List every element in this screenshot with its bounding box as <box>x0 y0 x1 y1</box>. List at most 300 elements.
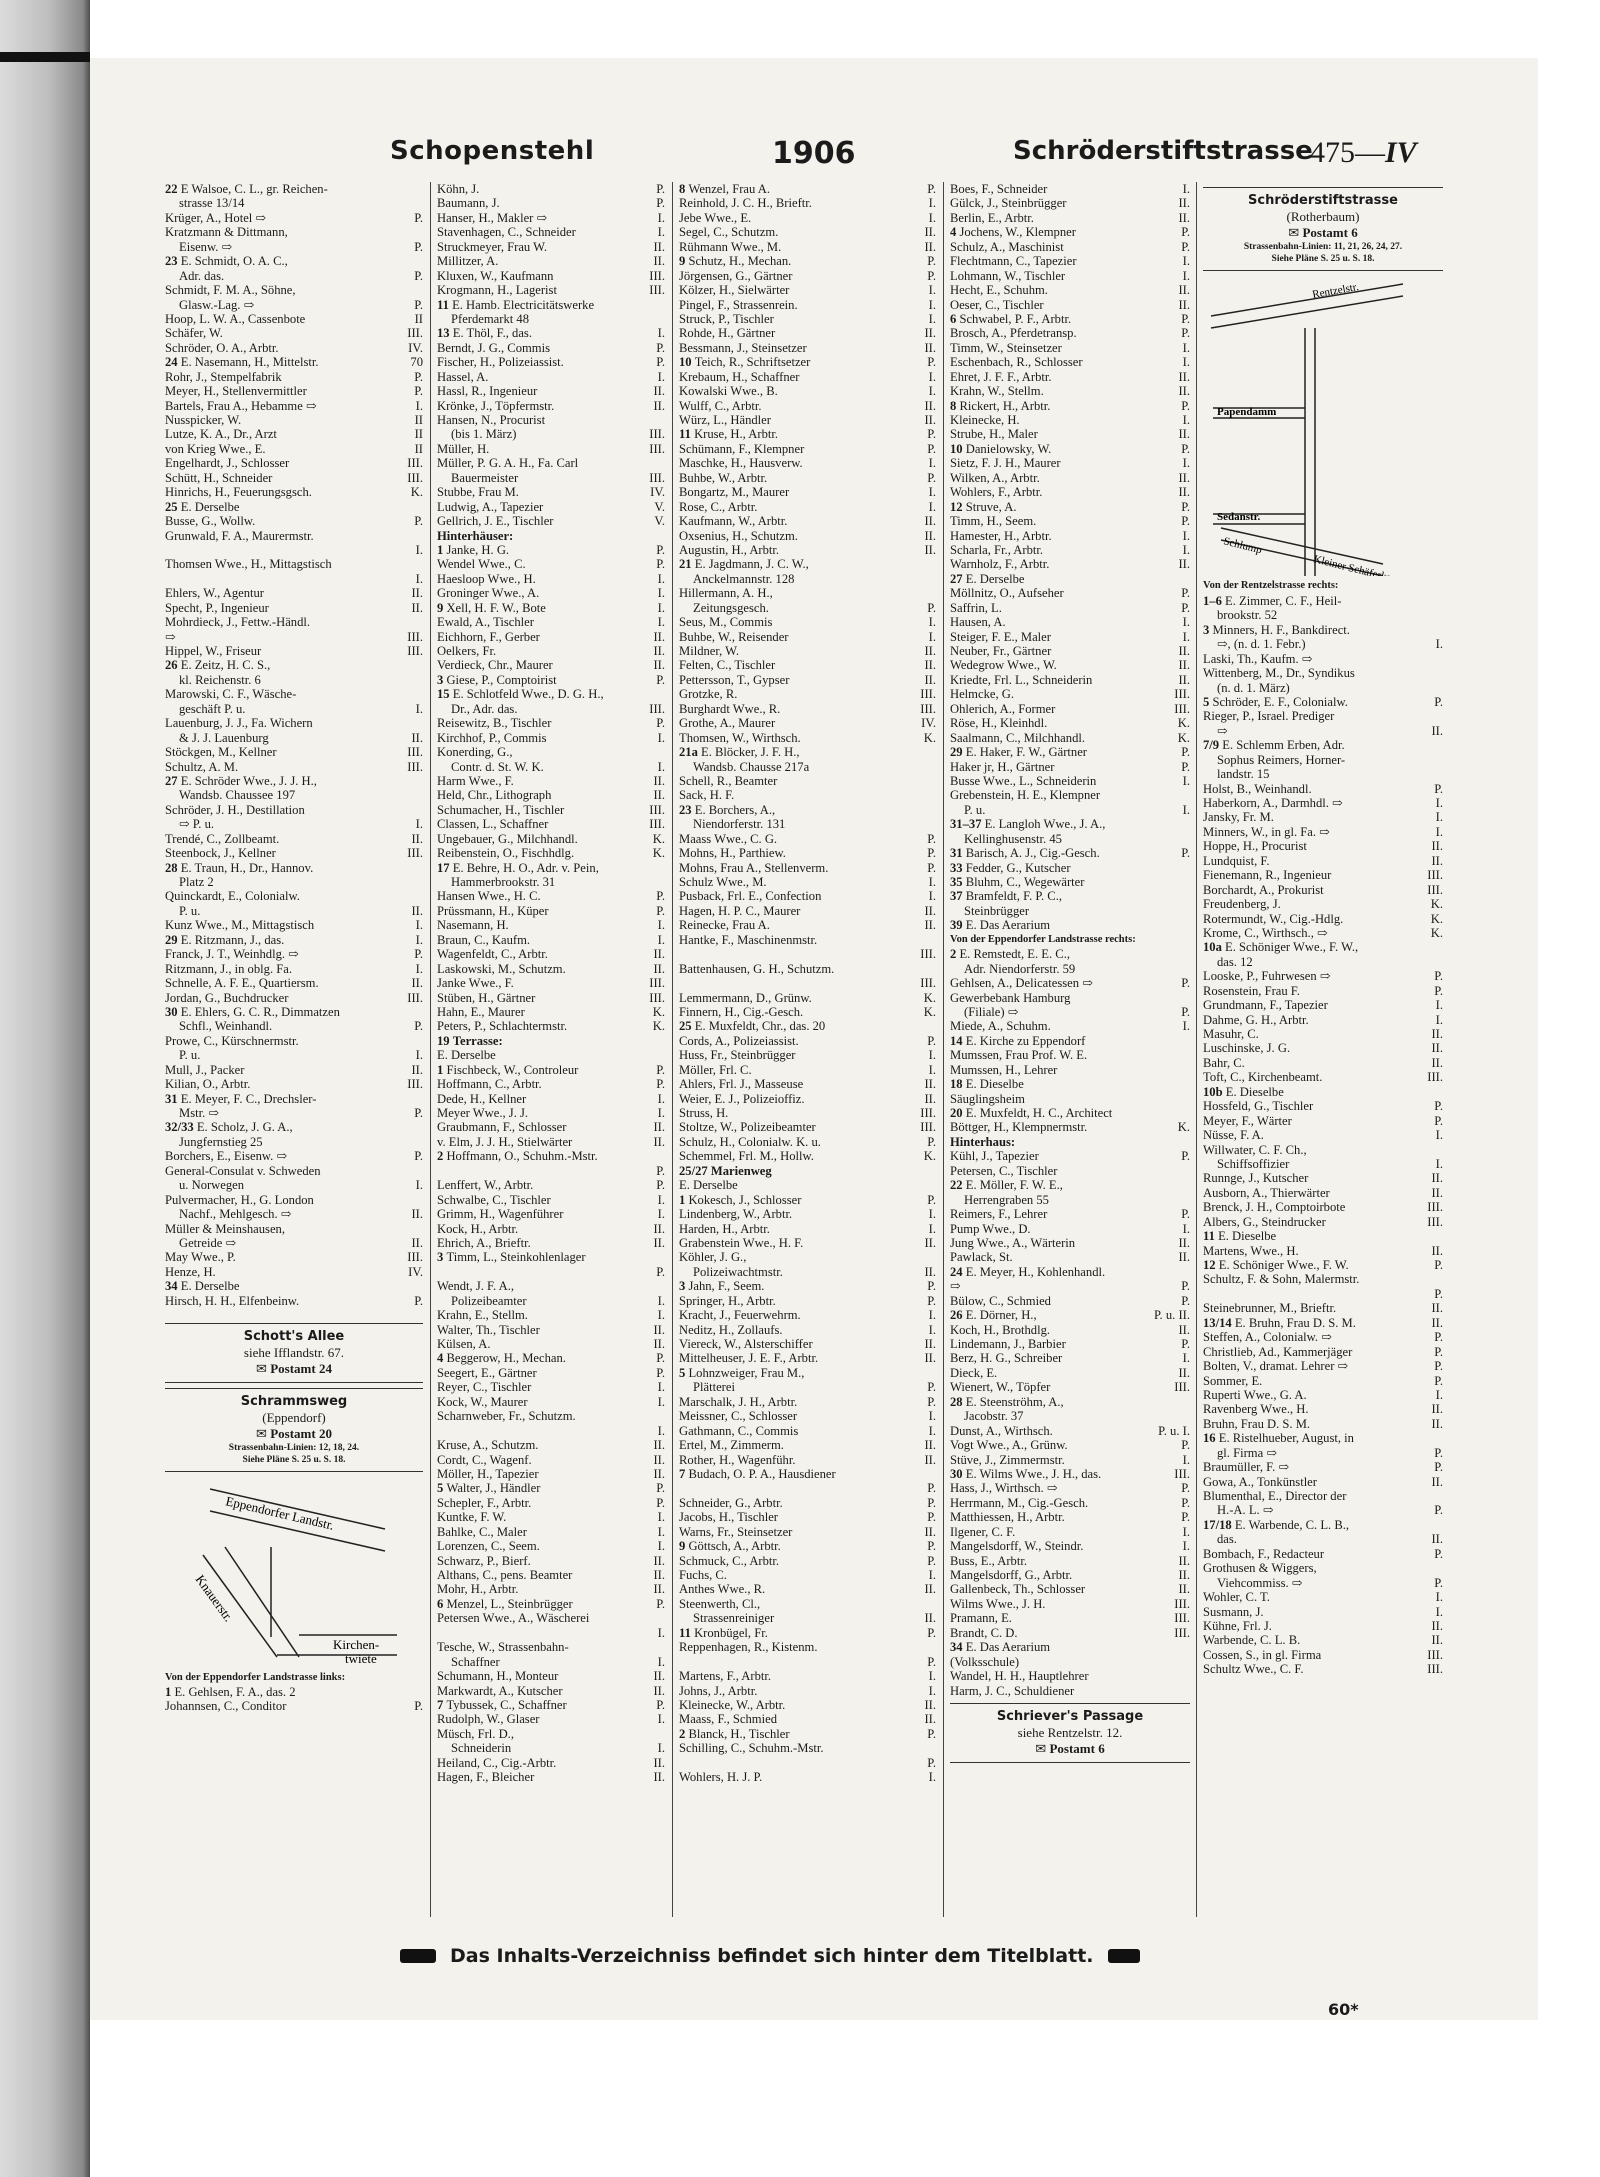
directory-entry <box>1203 1200 1443 1214</box>
street-subtitle: (Rotherbaum) <box>1286 209 1360 224</box>
directory-entry <box>950 1351 1190 1365</box>
directory-entry <box>950 1453 1190 1467</box>
entry-text: Ehrich, A., Brieftr. <box>437 1235 531 1250</box>
entry-text: Kock, W., Maurer <box>437 1394 528 1409</box>
floor-marker: II. <box>924 1697 936 1712</box>
directory-entry <box>165 889 423 903</box>
floor-marker: III. <box>649 470 665 485</box>
entry-text: Gowa, A., Tonkünstler <box>1203 1474 1317 1489</box>
entry-text: E. Zimmer, C. F., Heil- <box>1225 593 1342 608</box>
floor-marker: II. <box>653 629 665 644</box>
floor-marker: III. <box>1427 882 1443 897</box>
map-street-line <box>1211 284 1403 316</box>
entry-text: E. Dieselbe <box>965 1077 1024 1092</box>
directory-entry <box>437 991 665 1005</box>
floor-marker: I. <box>1182 1221 1190 1236</box>
floor-marker: II. <box>924 1235 936 1250</box>
entry-text: Tesche, W., Strassenbahn- <box>437 1640 569 1655</box>
entry-text: E. Dieselbe <box>1225 1084 1284 1099</box>
directory-entry <box>679 298 936 312</box>
floor-marker: P. <box>927 600 936 615</box>
floor-marker: P. <box>927 1279 936 1294</box>
directory-entry <box>165 817 423 831</box>
entry-text: Classen, L., Schaffner <box>437 817 549 832</box>
entry-text: Wulff, C., Arbtr. <box>679 398 762 413</box>
floor-marker: P. <box>656 1351 665 1366</box>
entry-text: Schumacher, H., Tischler <box>437 802 565 817</box>
directory-entry <box>950 1236 1190 1250</box>
floor-marker: III. <box>1427 1662 1443 1677</box>
entry-text: Susmann, J. <box>1203 1604 1264 1619</box>
directory-entry <box>679 615 936 629</box>
floor-marker: II. <box>924 528 936 543</box>
house-number: 4 <box>437 1351 447 1366</box>
entry-text: Wandel, H. H., Hauptlehrer <box>950 1669 1089 1684</box>
entry-text: Teich, R., Schriftsetzer <box>694 355 811 370</box>
directory-entry <box>437 254 665 268</box>
floor-marker: II. <box>924 1091 936 1106</box>
floor-marker: I. <box>415 398 423 413</box>
directory-entry <box>165 399 423 413</box>
entry-text: Oeser, C., Tischler <box>950 297 1044 312</box>
entry-text: Kilian, O., Arbtr. <box>165 1077 251 1092</box>
floor-marker: II. <box>1431 1055 1443 1070</box>
directory-entry <box>679 1250 936 1264</box>
floor-marker: I. <box>1182 413 1190 427</box>
directory-entry <box>679 514 936 528</box>
page-part: IV <box>1385 136 1417 169</box>
entry-text: Saalmann, C., Milchhandl. <box>950 730 1086 745</box>
floor-marker: P. <box>1181 1293 1190 1308</box>
floor-marker: II. <box>1431 1474 1443 1489</box>
entry-text: Thomsen, W., Wirthsch. <box>679 730 801 745</box>
entry-text: Stoltze, W., Polizeibeamter <box>679 1120 816 1135</box>
entry-text: Kleinecke, H. <box>950 413 1020 427</box>
entry-text: E. Derselbe <box>437 1048 496 1063</box>
entry-text: Ahlers, Frl. J., Masseuse <box>679 1077 804 1092</box>
directory-entry <box>950 702 1190 716</box>
entry-text: Stubbe, Frau M. <box>437 485 519 500</box>
entry-text: Grimm, H., Wagenführer <box>437 1207 564 1222</box>
directory-entry <box>1203 1561 1443 1575</box>
directory-entry <box>437 630 665 644</box>
directory-entry <box>437 529 665 543</box>
entry-text: Rudolph, W., Glaser <box>437 1712 540 1727</box>
entry-text: Cossen, S., in gl. Firma <box>1203 1647 1322 1662</box>
entry-text: Schröder, J. H., Destillation <box>165 802 305 817</box>
floor-marker: I. <box>657 326 665 341</box>
directory-entry <box>437 1135 665 1149</box>
entry-text: Ewald, A., Tischler <box>437 615 534 630</box>
entry-text: Borchers, E., Eisenw. ⇨ <box>165 1149 288 1164</box>
entry-text: Kluxen, W., Kaufmann <box>437 268 554 283</box>
directory-entry <box>679 1684 936 1698</box>
floor-marker: K. <box>1177 716 1190 731</box>
entry-text: Kock, H., Arbtr. <box>437 1221 519 1236</box>
floor-marker: P. <box>927 1510 936 1525</box>
header-page-number <box>1310 136 1417 176</box>
directory-entry <box>679 543 936 557</box>
directory-entry <box>437 615 665 629</box>
directory-entry <box>165 326 423 340</box>
entry-text: Heiland, C., Cig.-Arbtr. <box>437 1755 557 1770</box>
floor-marker: I. <box>657 1380 665 1395</box>
directory-entry <box>950 1265 1190 1279</box>
entry-text: Buhbe, W., Reisender <box>679 629 789 644</box>
directory-entry <box>165 1034 423 1048</box>
floor-marker: III. <box>649 817 665 832</box>
directory-entry <box>679 1525 936 1539</box>
directory-entry <box>1203 854 1443 868</box>
directory-entry <box>679 904 936 918</box>
entry-text: Hamester, H., Arbtr. <box>950 528 1052 543</box>
column-3 <box>679 182 936 1922</box>
directory-entry <box>679 427 936 441</box>
directory-entry <box>679 702 936 716</box>
floor-marker: I. <box>657 1394 665 1409</box>
floor-marker: II. <box>924 658 936 673</box>
directory-entry <box>950 1279 1190 1293</box>
directory-entry <box>1203 666 1443 680</box>
floor-marker: II. <box>1178 427 1190 442</box>
floor-marker: II. <box>411 976 423 991</box>
entry-text: Hassl, R., Ingenieur <box>437 384 538 399</box>
entry-text: Bluhm, C., Wegewärter <box>965 875 1085 889</box>
floor-marker: K. <box>652 1019 665 1034</box>
entry-text: Reinhold, J. C. H., Brieftr. <box>679 196 812 211</box>
directory-entry <box>950 1380 1190 1394</box>
entry-text: Kühl, J., Tapezier <box>950 1149 1039 1164</box>
directory-entry <box>165 514 423 528</box>
pointing-hand-icon <box>1108 1949 1140 1963</box>
directory-entry <box>679 1092 936 1106</box>
directory-entry <box>679 976 936 990</box>
entry-text: Schneider, G., Arbtr. <box>679 1495 783 1510</box>
entry-text: E. Derselbe <box>180 499 240 514</box>
directory-entry <box>950 1655 1190 1669</box>
floor-marker: I. <box>1182 456 1190 471</box>
entry-text: Röse, H., Kleinhdl. <box>950 716 1048 731</box>
directory-entry <box>679 355 936 369</box>
floor-marker: III. <box>1427 1070 1443 1085</box>
floor-marker: III. <box>649 701 665 716</box>
entry-text: Fedder, G., Kutscher <box>965 860 1071 875</box>
entry-text: Laski, Th., Kaufm. ⇨ <box>1203 651 1313 666</box>
floor-marker: I. <box>928 1207 936 1222</box>
map-street-label: Knauerstr. <box>192 1572 237 1625</box>
entry-text: Berlin, E., Arbtr. <box>950 210 1034 225</box>
entry-text: Buss, E., Arbtr. <box>950 1553 1027 1568</box>
house-number: 1 <box>165 1685 175 1700</box>
floor-marker: I. <box>928 311 936 326</box>
street-title: Schröderstiftstrasse <box>1248 193 1398 208</box>
floor-marker: I. <box>1435 796 1443 811</box>
directory-entry <box>1203 1605 1443 1619</box>
floor-marker: II. <box>1431 1532 1443 1547</box>
entry-text: Rohr, J., Stempelfabrik <box>165 369 282 384</box>
entry-text: Bartels, Frau A., Hebamme ⇨ <box>165 398 317 413</box>
entry-text: Janke Wwe., F. <box>437 976 514 991</box>
entry-text: Schwabel, P. F., Arbtr. <box>959 311 1072 326</box>
entry-text: Krahn, E., Stellm. <box>437 1308 528 1323</box>
directory-entry <box>437 1568 665 1582</box>
entry-text: Xell, H. F. W., Bote <box>446 600 546 615</box>
entry-text: Von der Eppendorfer Landstrasse links: <box>165 1671 346 1683</box>
entry-text: Flechtmann, C., Tapezier <box>950 254 1077 269</box>
entry-text: Marienweg <box>710 1163 772 1178</box>
entry-text: Grothusen & Wiggers, <box>1203 1561 1317 1576</box>
directory-entry <box>437 557 665 571</box>
directory-entry <box>679 1380 936 1394</box>
directory-entry <box>437 1077 665 1091</box>
directory-entry <box>437 1265 665 1279</box>
directory-entry <box>437 1496 665 1510</box>
directory-entry <box>1203 594 1443 608</box>
floor-marker: II. <box>924 903 936 918</box>
floor-marker: P. <box>414 947 423 962</box>
entry-text: Hansen, N., Procurist <box>437 413 546 427</box>
directory-entry <box>679 1438 936 1452</box>
directory-entry <box>165 1207 423 1221</box>
directory-entry <box>1203 1590 1443 1604</box>
floor-marker: II. <box>653 398 665 413</box>
floor-marker: II. <box>1431 1301 1443 1316</box>
directory-entry <box>950 731 1190 745</box>
entry-text: ⇨ <box>1217 723 1228 738</box>
entry-text: Hansen Wwe., H. C. <box>437 889 541 904</box>
directory-entry <box>1203 1446 1443 1460</box>
entry-text: (bis 1. März) <box>451 427 517 442</box>
envelope-icon: ✉ <box>256 1426 271 1442</box>
directory-entry <box>165 384 423 398</box>
entry-text: Krome, C., Wirthsch., ⇨ <box>1203 925 1328 940</box>
directory-entry <box>437 1611 665 1625</box>
floor-marker: II. <box>1178 196 1190 211</box>
floor-marker: K. <box>1177 730 1190 745</box>
floor-marker: II. <box>924 340 936 355</box>
floor-marker: III. <box>407 470 423 485</box>
directory-entry <box>437 904 665 918</box>
directory-entry <box>437 1250 665 1264</box>
directory-entry <box>437 312 665 326</box>
entry-text: Maschke, H., Hausverw. <box>679 456 803 471</box>
floor-marker: II. <box>924 1452 936 1467</box>
directory-entry <box>950 904 1190 918</box>
directory-entry <box>437 1019 665 1033</box>
floor-marker: I. <box>928 1308 936 1323</box>
directory-entry <box>165 312 423 326</box>
floor-marker: P. <box>927 860 936 875</box>
entry-text: Lauenburg, J. J., Fa. Wichern <box>165 716 313 731</box>
directory-entry <box>165 976 423 990</box>
directory-entry <box>679 1611 936 1625</box>
floor-marker: P. <box>1434 1344 1443 1359</box>
entry-text: Busse Wwe., L., Schneiderin <box>950 773 1097 788</box>
directory-entry <box>1203 1287 1443 1301</box>
directory-entry <box>679 1395 936 1409</box>
entry-text: Augustin, H., Arbtr. <box>679 542 780 557</box>
directory-entry <box>679 1597 936 1611</box>
directory-entry <box>679 1712 936 1726</box>
directory-entry <box>437 1120 665 1134</box>
directory-entry <box>679 1366 936 1380</box>
entry-text: Ravenberg Wwe., H. <box>1203 1402 1309 1417</box>
floor-marker: II. <box>1431 1402 1443 1417</box>
floor-marker: P. <box>656 1178 665 1193</box>
entry-text: Meyer Wwe., J. J. <box>437 1106 529 1120</box>
directory-entry <box>1203 738 1443 752</box>
entry-text: v. Elm, J. J. H., Stielwärter <box>437 1134 573 1149</box>
entry-text: Grunwald, F. A., Maurermstr. <box>165 528 314 543</box>
entry-text: E. Möller, F. W. E., <box>965 1178 1063 1193</box>
directory-entry <box>679 630 936 644</box>
directory-entry <box>1203 1518 1443 1532</box>
floor-marker: III. <box>407 629 423 644</box>
entry-text: Schultz, A. M. <box>165 759 239 774</box>
directory-entry <box>679 861 936 875</box>
floor-marker: II. <box>653 788 665 803</box>
directory-entry <box>437 456 665 470</box>
directory-entry <box>950 846 1190 860</box>
floor-marker: P. <box>656 1062 665 1077</box>
directory-entry <box>1203 1431 1443 1445</box>
entry-text: Nusspicker, W. <box>165 413 242 427</box>
entry-text: E. Das Aerarium <box>965 1640 1051 1655</box>
entry-text: Wendt, J. F. A., <box>437 1279 515 1294</box>
floor-marker: P. <box>1434 1575 1443 1590</box>
entry-text: Giese, P., Comptoirist <box>446 672 557 687</box>
entry-text: E. Schöniger Wwe., F. W., <box>1225 940 1359 955</box>
directory-entry <box>950 254 1190 268</box>
entry-text: Lindenberg, W., Arbtr. <box>679 1207 793 1222</box>
entry-text: Neditz, H., Zollaufs. <box>679 1322 783 1337</box>
entry-text: Oelkers, Fr. <box>437 644 497 658</box>
directory-entry <box>437 586 665 600</box>
entry-text: E. Ehlers, G. C. R., Dimmatzen <box>180 1004 340 1019</box>
entry-text: Mohr, H., Arbtr. <box>437 1582 519 1597</box>
floor-marker: P. <box>414 369 423 384</box>
house-number: 26 <box>950 1308 966 1323</box>
entry-text: Hagen, H. P. C., Maurer <box>679 903 801 918</box>
sheet-number: 60* <box>1328 2000 1359 2019</box>
directory-entry <box>679 1106 936 1120</box>
directory-entry <box>437 1669 665 1683</box>
floor-marker: P. <box>1181 1337 1190 1351</box>
house-number: 9 <box>679 254 689 269</box>
house-number: 2 <box>950 947 960 962</box>
entry-text: Jansky, Fr. M. <box>1203 810 1274 825</box>
directory-entry <box>165 557 423 571</box>
floor-marker: II. <box>653 239 665 254</box>
entry-text: Jungfernstieg 25 <box>179 1134 263 1149</box>
entry-text: Müsch, Frl. D., <box>437 1726 514 1741</box>
directory-entry <box>437 1395 665 1409</box>
directory-entry <box>1203 1576 1443 1590</box>
directory-entry <box>679 760 936 774</box>
floor-marker: I. <box>1435 1590 1443 1605</box>
directory-entry <box>950 962 1190 976</box>
floor-marker: III. <box>1427 1200 1443 1215</box>
floor-marker: II. <box>411 600 423 615</box>
floor-marker: V. <box>654 514 665 529</box>
floor-marker: II. <box>653 1438 665 1453</box>
floor-marker: P. <box>656 340 665 355</box>
house-number: 29 <box>950 745 966 760</box>
floor-marker: I. <box>1435 637 1443 652</box>
entry-text: Krogmann, H., Lagerist <box>437 283 557 298</box>
floor-marker: I. <box>928 210 936 225</box>
house-number: 22 <box>950 1178 966 1193</box>
floor-marker: P. <box>1434 1445 1443 1460</box>
directory-entry <box>679 1048 936 1062</box>
entry-text: Brenck, J. H., Comptoirbote <box>1203 1200 1346 1215</box>
floor-marker: I. <box>657 600 665 615</box>
directory-entry <box>1203 810 1443 824</box>
house-number: 3 <box>1203 622 1213 637</box>
floor-marker: II. <box>653 1322 665 1337</box>
floor-marker: K. <box>652 1004 665 1019</box>
directory-entry <box>1203 724 1443 738</box>
entry-text: Prüssmann, H., Küper <box>437 903 549 918</box>
directory-entry <box>950 1438 1190 1452</box>
floor-marker: P. <box>414 1293 423 1308</box>
entry-text: Millitzer, A. <box>437 254 499 269</box>
floor-marker: P. <box>656 1697 665 1712</box>
directory-entry <box>679 1236 936 1250</box>
floor-marker: II. <box>1431 1416 1443 1431</box>
directory-entry <box>165 991 423 1005</box>
entry-text: Baumann, J. <box>437 196 500 211</box>
map-street-label: Kleiner Schäferkamp <box>1312 553 1407 576</box>
directory-entry <box>679 1294 936 1308</box>
directory-entry <box>165 832 423 846</box>
column-rule <box>430 182 431 1917</box>
directory-entry <box>165 1685 423 1699</box>
entry-text: Minners, H. F., Bankdirect. <box>1212 622 1350 637</box>
directory-entry <box>165 427 423 441</box>
entry-text: Haberkorn, A., Darmhdl. ⇨ <box>1203 796 1343 811</box>
directory-entry <box>679 1626 936 1640</box>
entry-text: Lundquist, F. <box>1203 853 1270 868</box>
floor-marker: I. <box>657 210 665 225</box>
floor-marker: I. <box>415 961 423 976</box>
directory-entry <box>437 1351 665 1365</box>
entry-text: Schutz, H., Mechan. <box>688 254 792 269</box>
floor-marker: I. <box>1182 773 1190 788</box>
entry-text: Bauermeister <box>451 470 519 485</box>
directory-entry <box>437 716 665 730</box>
entry-text: Maass Wwe., C. G. <box>679 831 778 846</box>
entry-text: Pawlack, St. <box>950 1250 1013 1265</box>
floor-marker: P. <box>656 557 665 572</box>
directory-entry <box>165 1178 423 1192</box>
floor-marker: P. <box>1181 1207 1190 1222</box>
floor-marker: P. <box>1181 1481 1190 1496</box>
entry-text: Brandt, C. D. <box>950 1625 1018 1640</box>
floor-marker: P. <box>1181 326 1190 341</box>
street-subtitle: (Eppendorf) <box>262 1410 326 1426</box>
entry-text: E. Kirche zu Eppendorf <box>965 1033 1086 1048</box>
street-subtitle: siehe Rentzelstr. 12. <box>1017 1724 1123 1740</box>
entry-text: Kühne, Frl. J. <box>1203 1618 1272 1633</box>
entry-text: Möller, Frl. C. <box>679 1062 752 1077</box>
floor-marker: P. <box>1181 441 1190 456</box>
house-number: 22 <box>165 182 181 196</box>
floor-marker: II. <box>1178 1250 1190 1265</box>
floor-marker: II. <box>653 1582 665 1597</box>
entry-text: Weier, E. J., Polizeioffiz. <box>679 1091 805 1106</box>
directory-entry <box>165 240 423 254</box>
